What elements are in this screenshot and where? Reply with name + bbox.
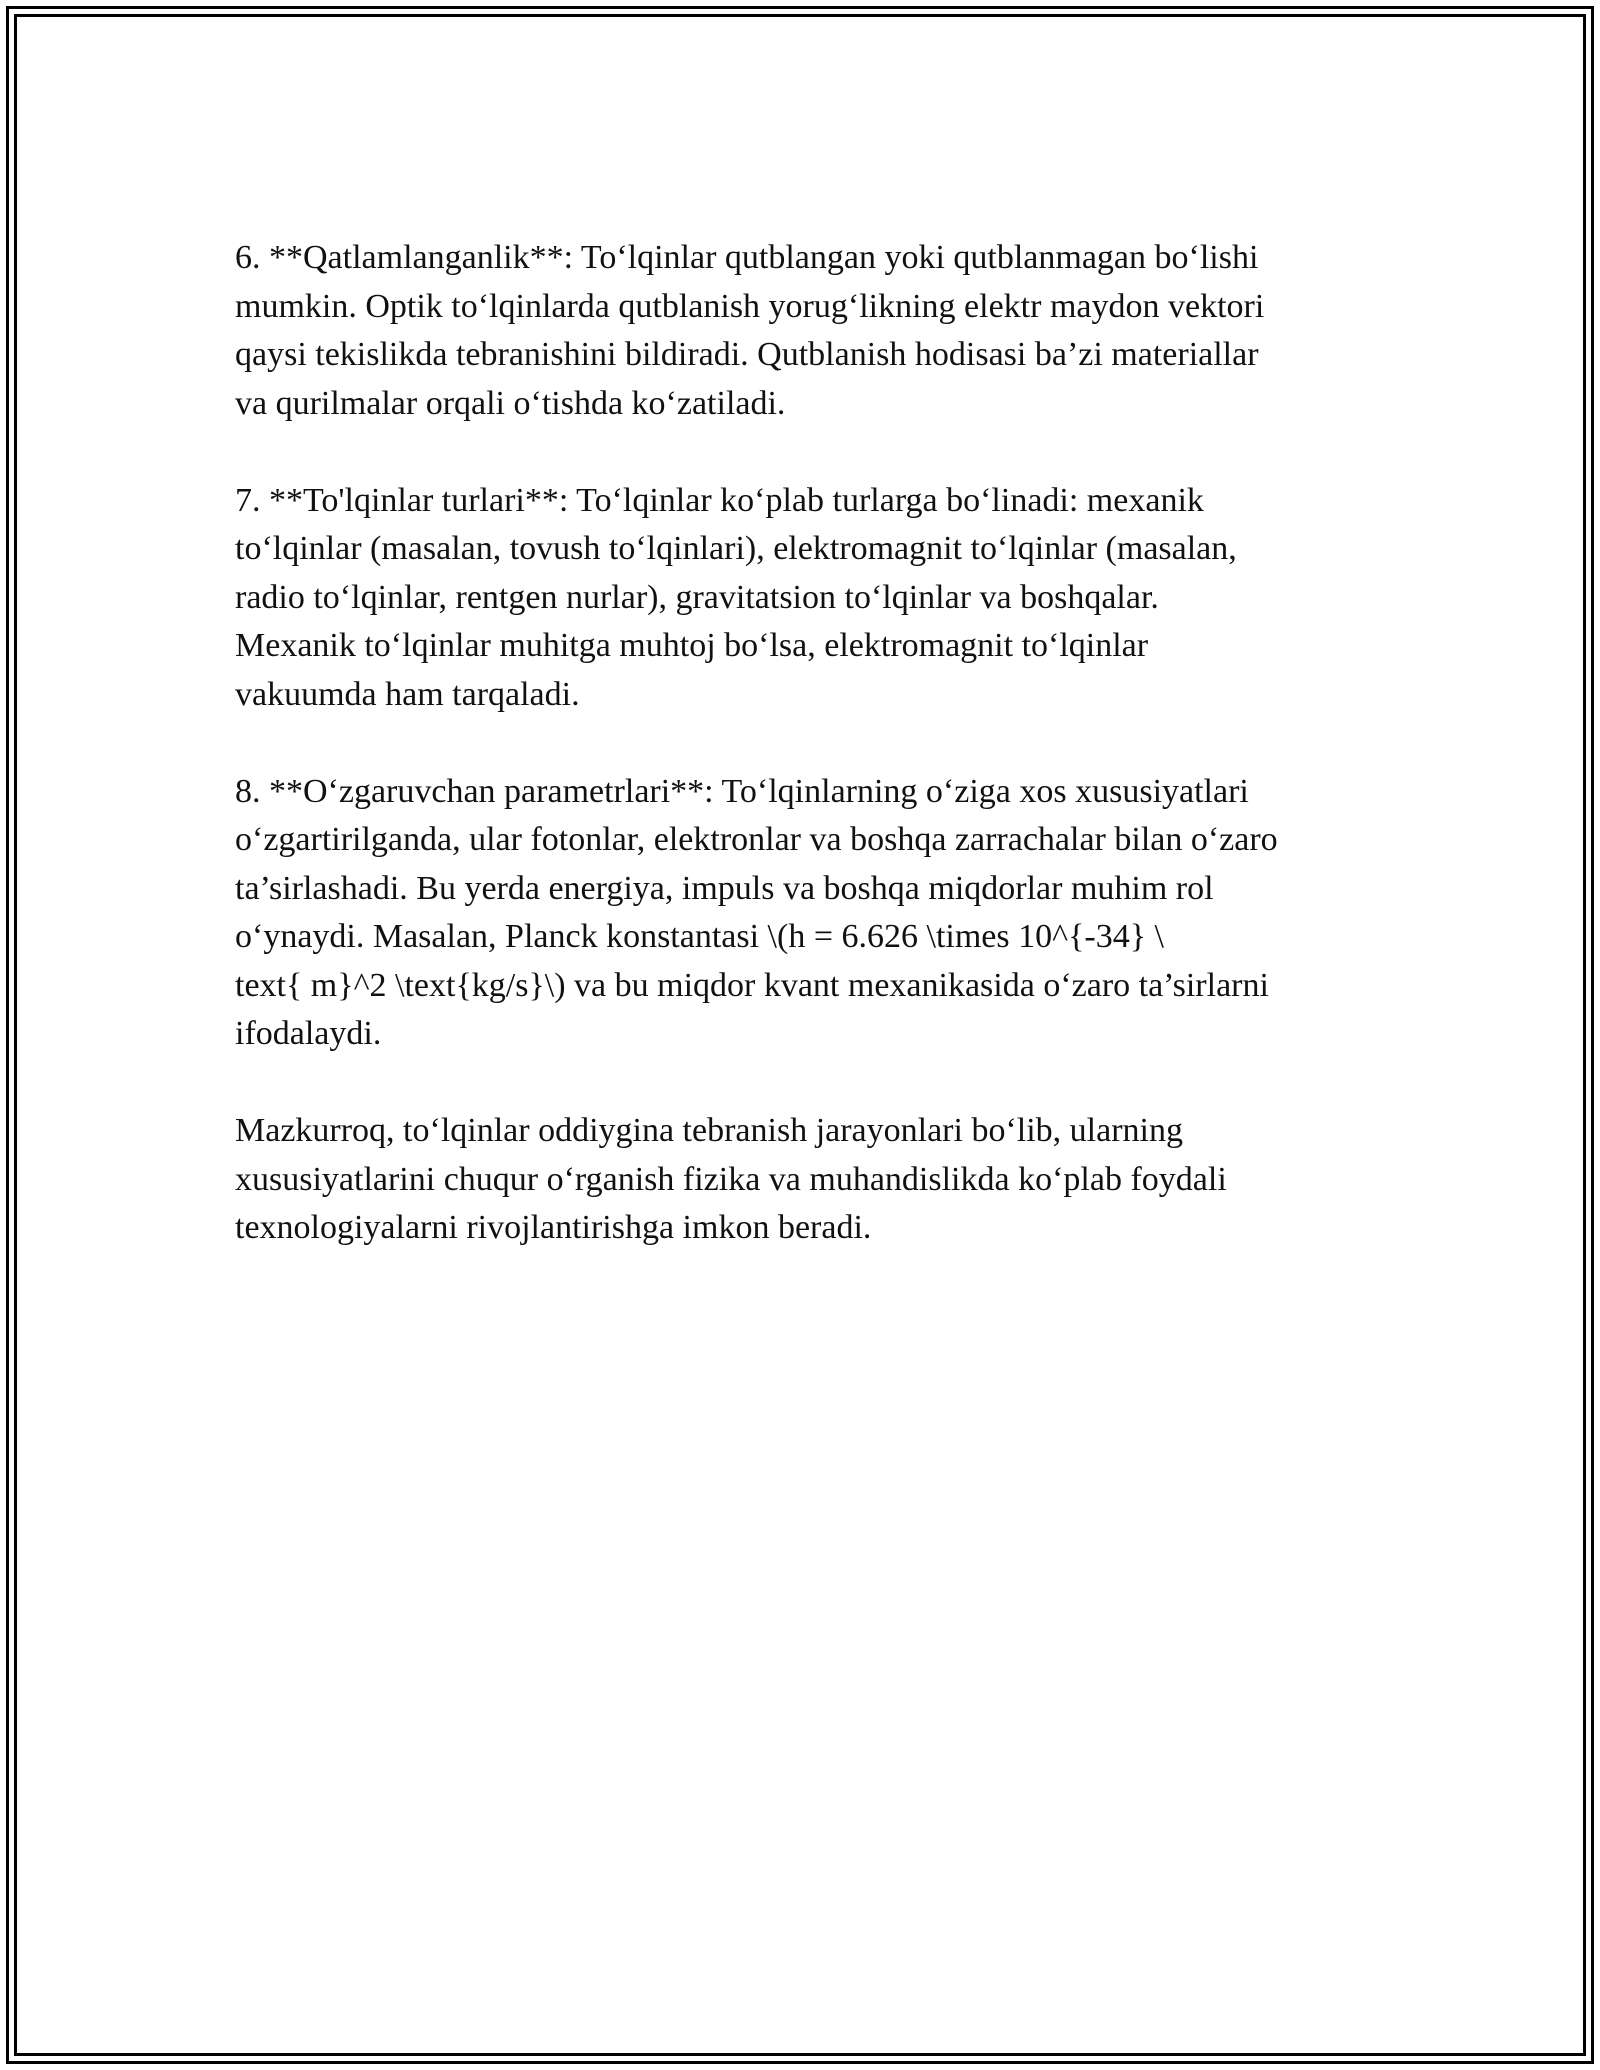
paragraph-polarization: 6. **Qatlamlanganlik**: To‘lqinlar qutblangan yoki qutblanmagan bo‘lishi mumkin. Optik to‘lqinlarda qutblanish yorug‘likning elektr maydon vektori qaysi tekislikda tebranishini bildiradi. Qutblanish hodisasi ba’zi materiallar va qurilmalar orqali o‘tishda ko‘zatiladi.	[235, 239, 1265, 422]
paragraph-variable-parameters: 8. **O‘zgaruvchan parametrlari**: To‘lqinlarning o‘ziga xos xususiyatlari o‘zgartirilganda, ular fotonlar, elektronlar va boshqa zarrachalar bilan o‘zaro ta’sirlashadi. Bu yerda energiya, impuls va boshqa miqdorlar muhim rol o‘ynaydi. Masalan, Planck konstantasi \(h = 6.626 \times 10^{-34} \ text{ m}^2 \text{kg/s}\) va bu miqdor kvant mexanikasida o‘zaro ta’sirlarni ifodalaydi.	[235, 772, 1278, 1052]
document-body	[235, 234, 1365, 1301]
paragraph-wave-types: 7. **To'lqinlar turlari**: To‘lqinlar ko‘plab turlarga bo‘linadi: mexanik to‘lqinlar (masalan, tovush to‘lqinlari), elektromagnit to‘lqinlar (masalan, radio to‘lqinlar, rentgen nurlar), gravitatsion to‘lqinlar va boshqalar. Mexanik to‘lqinlar muhitga muhtoj bo‘lsa, elektromagnit to‘lqinlar vakuumda ham tarqaladi.	[235, 481, 1237, 713]
paragraph-conclusion: Mazkurroq, to‘lqinlar oddiygina tebranish jarayonlari bo‘lib, ularning xususiyatlarini chuqur o‘rganish fizika va muhandislikda ko‘plab foydali texnologiyalarni rivojlantirishga imkon beradi.	[235, 1112, 1227, 1246]
